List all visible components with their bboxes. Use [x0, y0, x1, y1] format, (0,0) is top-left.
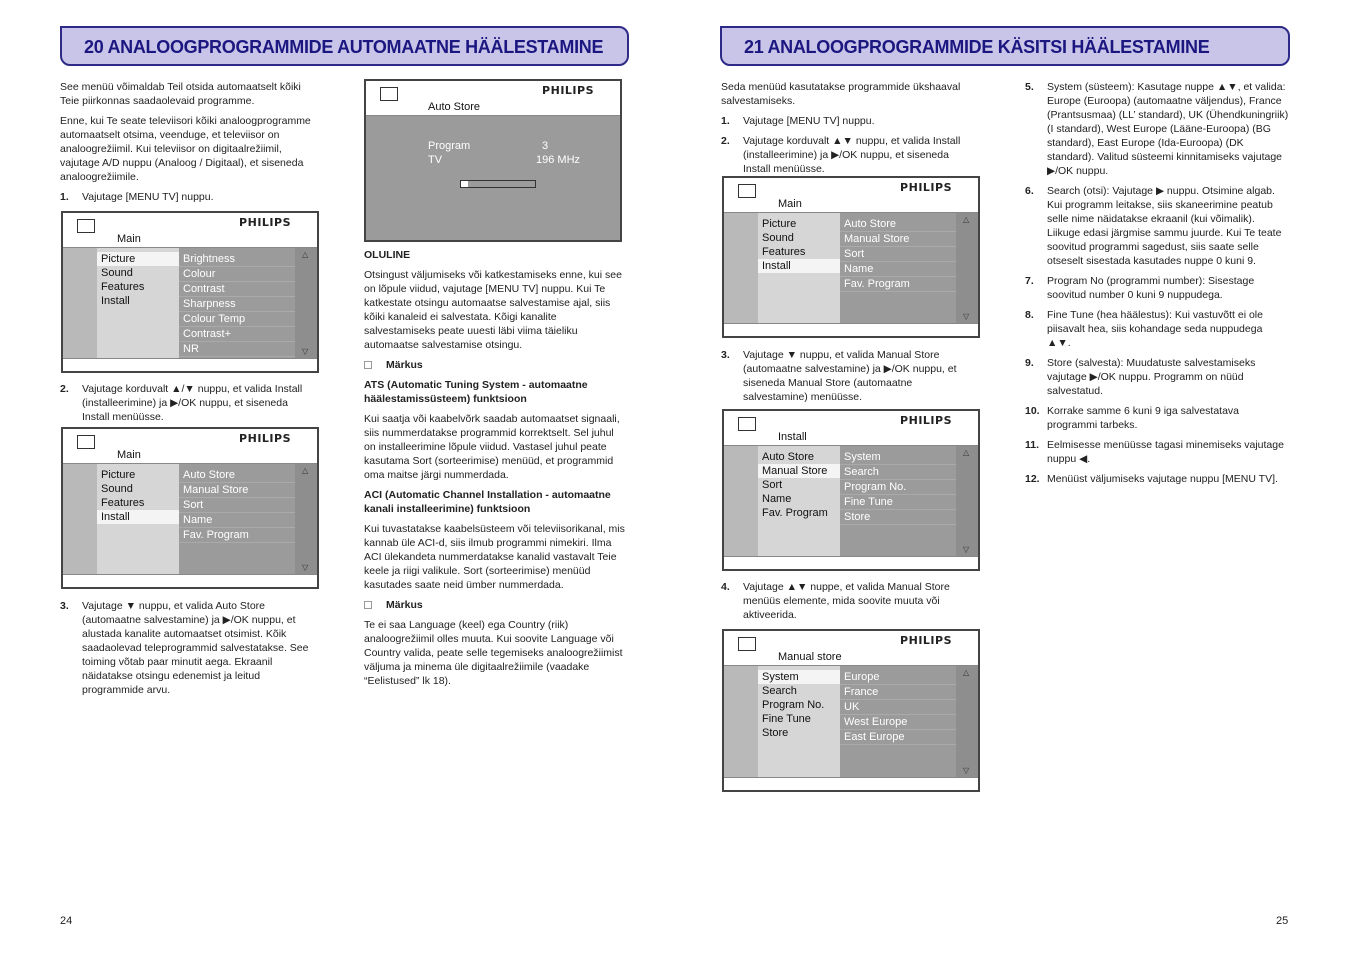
menu-footer: [724, 556, 978, 569]
right-step-3: 3. Vajutage ▼ nuppu, et valida Manual Store (automaatne salvestamine) ja ▶/OK nuppu, et siseneda Manual Store (automaatne salvestamine) menüüsse.: [721, 349, 957, 403]
scrollbar: [295, 464, 317, 574]
menu-item: System: [758, 670, 840, 684]
scroll-up-icon: △: [963, 215, 970, 224]
menu-right-list: [840, 446, 956, 556]
menu-item: Picture: [97, 252, 179, 266]
left-step-2-block: [60, 382, 316, 430]
menu-title: Install: [778, 431, 807, 443]
aci-text: Kui tuvastatakse kaabelsüsteem või televiisorikanal, mis kannab üle ACI-d, siis ilmub programmi nimekiri. Ilma ACI ülekandeta nummerdatakse kanalid vastavalt Teie keele ja riigi valikule. Sort (sorteerimise) menüüd kasutades saate neid ümber nummerdada.: [364, 523, 625, 591]
right-intro: Seda menüüd kasutatakse programmide ükshaaval salvestamiseks.: [721, 81, 961, 107]
right-step-4-block: [721, 580, 977, 628]
right-step-10: 10. Korrake samme 6 kuni 9 iga salvestatava programmi tarbeks.: [1025, 405, 1240, 431]
submenu-item: Manual Store: [179, 483, 295, 498]
submenu-item: Fav. Program: [840, 277, 956, 292]
submenu-item: Name: [840, 262, 956, 277]
submenu-item: Auto Store: [179, 468, 295, 483]
menu-footer: [63, 574, 317, 587]
right-step-2: 2. Vajutage korduvalt ▲▼ nuppu, et valida Install (installeerimine) ja ▶/OK nuppu, et siseneda Install menüüsse.: [721, 135, 961, 175]
submenu-item: UK: [840, 700, 956, 715]
scroll-up-icon: △: [302, 250, 309, 259]
left-column-2: [364, 248, 626, 694]
submenu-item: Program No.: [840, 480, 956, 495]
scroll-down-icon: ▽: [302, 347, 309, 356]
left-step-3: 3. Vajutage ▼ nuppu, et valida Auto Store (automaatne salvestamine) ja ▶/OK nuppu, et alustada kanalite automaatset otsimist. Kõik saadaolevad teleprogrammid salvestatakse. See toiming võtab paar minutit aega. Ekraanil näidatakse otsingu edenemist ja leitud programmide arvu.: [60, 600, 309, 696]
submenu-item: Sharpness: [179, 297, 295, 312]
menu-install-manual-store: [722, 409, 980, 571]
menu-item: Program No.: [762, 699, 825, 711]
menu-left-list: [97, 248, 179, 358]
right-step-8: 8. Fine Tune (hea häälestus): Kui vastuvõtt ei ole piisavalt hea, siis kohandage seda nuppudega ▲▼.: [1025, 309, 1263, 349]
left-banner: 20 ANALOOGPROGRAMMIDE AUTOMAATNE HÄÄLESTAMINE: [60, 26, 629, 66]
oluline-heading: OLULINE: [364, 249, 411, 261]
tv-icon: [738, 637, 756, 651]
menu-right-list: [840, 666, 956, 777]
menu-footer: [724, 323, 978, 336]
menu-title: Manual store: [778, 651, 842, 663]
right-step-7: 7. Program No (programmi number): Sisestage soovitud number 0 kuni 9 nuppudega.: [1025, 275, 1255, 301]
menu-item: Picture: [762, 218, 797, 230]
left-intro-1: See menüü võimaldab Teil otsida automaatselt kõiki Teie piirkonnas saadaolevaid programme.: [60, 81, 301, 107]
submenu-item: Brightness: [179, 252, 295, 267]
menu-main-install: [61, 427, 319, 589]
menu-left-list: [758, 446, 840, 556]
left-step-3-block: [60, 599, 316, 703]
right-column-1: [721, 80, 977, 182]
brand-logo: PHILIPS: [900, 181, 952, 194]
left-step-1: 1. Vajutage [MENU TV] nuppu.: [60, 191, 214, 203]
menu-left-list: [97, 464, 179, 574]
program-label: Program: [428, 140, 471, 152]
menu-item: Search: [762, 685, 797, 697]
menu-body: [724, 213, 978, 323]
menu-left-list: [758, 213, 840, 323]
submenu-item: Store: [840, 510, 956, 525]
submenu-item: Contrast+: [179, 327, 295, 342]
note-1: Märkus: [364, 358, 626, 372]
ats-text: Kui saatja või kaabelvõrk saadab automaatset signaali, siis nummerdatakse programmid korrektselt. Sel juhul on installeerimine lõpule viidud. Vastasel juhul peate kasutama Sort (sorteerimise) menüüd, et programmid oma maitse järgi nummerdada.: [364, 413, 620, 481]
right-step-9: 9. Store (salvesta): Muudatuste salvestamiseks vajutage ▶/OK nuppu. Programm on nüüd salvestatud.: [1025, 357, 1256, 397]
menu-item: Features: [762, 246, 806, 258]
submenu-item: Auto Store: [840, 217, 956, 232]
menu-title: Main: [117, 233, 141, 245]
submenu-item: Contrast: [179, 282, 295, 297]
right-step-11: 11. Eelmisesse menüüsse tagasi minemiseks vajutage nuppu ◀.: [1025, 439, 1284, 465]
menu-item: Name: [762, 493, 792, 505]
tv-icon: [77, 219, 95, 233]
brand-logo: PHILIPS: [239, 432, 291, 445]
right-banner: 21 ANALOOGPROGRAMMIDE KÄSITSI HÄÄLESTAMINE: [720, 26, 1290, 66]
menu-item: Install: [97, 510, 179, 524]
scrollbar: [956, 666, 978, 777]
right-step-6: 6. Search (otsi): Vajutage ▶ nuppu. Otsimine algab. Kui programm leitakse, siis skaneerimine peatub selle nime näidatakse ekraanil (kui võimalik). Liikuge edasi järgmise sammu juurde. Kui Te teate soovitud programmi sagedust, siis saate selle otseselt sisestada kasutades nuppe 0 kuni 9.: [1025, 185, 1282, 267]
submenu-item: East Europe: [840, 730, 956, 745]
submenu-item: Colour Temp: [179, 312, 295, 327]
submenu-item: Name: [179, 513, 295, 528]
tv-value: 196 MHz: [536, 154, 581, 166]
right-step-5: 5. System (süsteem): Kasutage nuppe ▲▼, et valida: Europe (Euroopa) (automaatne väljendus), France (Prantsusmaa) (LL’ standard), UK (Ühendkuningriik) (I standard), West Europe (Lääne-Euroopa) (BG standard), East Europe (Ida-Euroopa) (DK standard). Valitud süsteemi kinnitamiseks vajutage ▶/OK nuppu.: [1025, 81, 1289, 177]
menu-item: Sound: [762, 232, 794, 244]
progress-fill: [461, 181, 468, 187]
right-step-12: 12. Menüüst väljumiseks vajutage nuppu [MENU TV].: [1025, 473, 1278, 485]
menu-title: Main: [117, 449, 141, 461]
menu-item: Sound: [101, 483, 133, 495]
submenu-item: Fine Tune: [840, 495, 956, 510]
scroll-up-icon: △: [963, 448, 970, 457]
tv-icon: [738, 417, 756, 431]
submenu-item: West Europe: [840, 715, 956, 730]
menu-item: Install: [101, 295, 130, 307]
brand-logo: PHILIPS: [900, 634, 952, 647]
menu-item: Store: [762, 727, 789, 739]
menu-item: Features: [101, 281, 145, 293]
scroll-down-icon: ▽: [302, 563, 309, 572]
submenu-item: Search: [840, 465, 956, 480]
submenu-item: Manual Store: [840, 232, 956, 247]
scrollbar: [295, 248, 317, 358]
menu-main-install-right: [722, 176, 980, 338]
brand-logo: PHILIPS: [239, 216, 291, 229]
scroll-up-icon: △: [302, 466, 309, 475]
auto-store-body: [366, 116, 620, 240]
brand-logo: PHILIPS: [542, 84, 594, 97]
submenu-item: France: [840, 685, 956, 700]
tv-icon: [380, 87, 398, 101]
right-step-1: 1. Vajutage [MENU TV] nuppu.: [721, 115, 875, 127]
submenu-item: Sort: [840, 247, 956, 262]
aci-heading: ACI (Automatic Channel Installation - automaatne kanali installeerimine) funktsioon: [364, 489, 611, 515]
menu-item: Auto Store: [762, 451, 814, 463]
submenu-item: Europe: [840, 670, 956, 685]
scrollbar: [956, 213, 978, 323]
oluline-text: Otsingust väljumiseks või katkestamiseks enne, kui see on lõpule viidud, vajutage [MENU TV] nuppu. Kui Te katkestate otsingu automaatse salvestamise ajal, siis kõiki kanaleid ei salvestata. Kõigi kanalite salvestamiseks peate uuesti läbi viima täieliku automaatse salvestamise otsingu.: [364, 269, 622, 351]
menu-title: Main: [778, 198, 802, 210]
menu-body: [63, 464, 317, 574]
menu-item: Fine Tune: [762, 713, 811, 725]
menu-manual-store-system: [722, 629, 980, 792]
menu-right-list: [840, 213, 956, 323]
submenu-item: NR: [179, 342, 295, 357]
menu-item: Install: [758, 259, 840, 273]
menu-body: [724, 446, 978, 556]
menu-item: Fav. Program: [762, 507, 828, 519]
ats-heading: ATS (Automatic Tuning System - automaatne häälestamissüsteem) funktsioon: [364, 379, 588, 405]
language-text: Te ei saa Language (keel) ega Country (riik) analoogrežiimil olles muuta. Kui soovite Language või Country valida, peate selle tegemiseks analoogrežiimist väljuma ja minema üle digitaalrežiimile (vaadake “Eelistused” lk 18).: [364, 619, 623, 687]
tv-icon: [77, 435, 95, 449]
scroll-down-icon: ▽: [963, 545, 970, 554]
menu-item: Sound: [101, 267, 133, 279]
menu-right-list: [179, 464, 295, 574]
menu-auto-store: [364, 79, 622, 242]
submenu-item: Sort: [179, 498, 295, 513]
tv-label: TV: [428, 154, 443, 166]
page-number-right: 25: [1276, 915, 1289, 927]
menu-left-list: [758, 666, 840, 777]
brand-logo: PHILIPS: [900, 414, 952, 427]
scroll-up-icon: △: [963, 668, 970, 677]
left-step-2: 2. Vajutage korduvalt ▲/▼ nuppu, et valida Install (installeerimine) ja ▶/OK nuppu, et siseneda Install menüüsse.: [60, 383, 303, 423]
submenu-item: Colour: [179, 267, 295, 282]
right-column-2: [1025, 80, 1289, 492]
program-value: 3: [542, 140, 549, 152]
submenu-item: System: [840, 450, 956, 465]
menu-body: [63, 248, 317, 358]
submenu-item: Fav. Program: [179, 528, 295, 543]
scroll-down-icon: ▽: [963, 766, 970, 775]
menu-main-picture: [61, 211, 319, 373]
left-intro-2: Enne, kui Te seate televiisori kõiki analoogprogramme automaatselt otsima, veenduge, et televiisor on analoogrežiimil. Kui televiisor on digitaalrežiimil, vajutage A/D nuppu (Analoog / Digitaal), et siseneda analoogrežiimile.: [60, 115, 311, 183]
menu-item: Sort: [762, 479, 783, 491]
right-step-3-block: [721, 348, 977, 410]
note-2: Märkus: [364, 598, 626, 612]
tv-icon: [738, 184, 756, 198]
menu-item: Features: [101, 497, 145, 509]
menu-title: Auto Store: [428, 101, 480, 113]
progress-bar: [460, 180, 536, 188]
menu-item: Picture: [101, 469, 136, 481]
left-column-1: [60, 80, 316, 210]
menu-right-list: [179, 248, 295, 358]
menu-item: Manual Store: [758, 464, 840, 478]
right-step-4: 4. Vajutage ▲▼ nuppe, et valida Manual Store menüüs elemente, mida soovite muuta või aktiveerida.: [721, 581, 950, 621]
menu-body: [724, 666, 978, 777]
scrollbar: [956, 446, 978, 556]
menu-footer: [63, 358, 317, 371]
scroll-down-icon: ▽: [963, 312, 970, 321]
menu-footer: [724, 777, 978, 790]
page-number-left: 24: [60, 915, 73, 927]
